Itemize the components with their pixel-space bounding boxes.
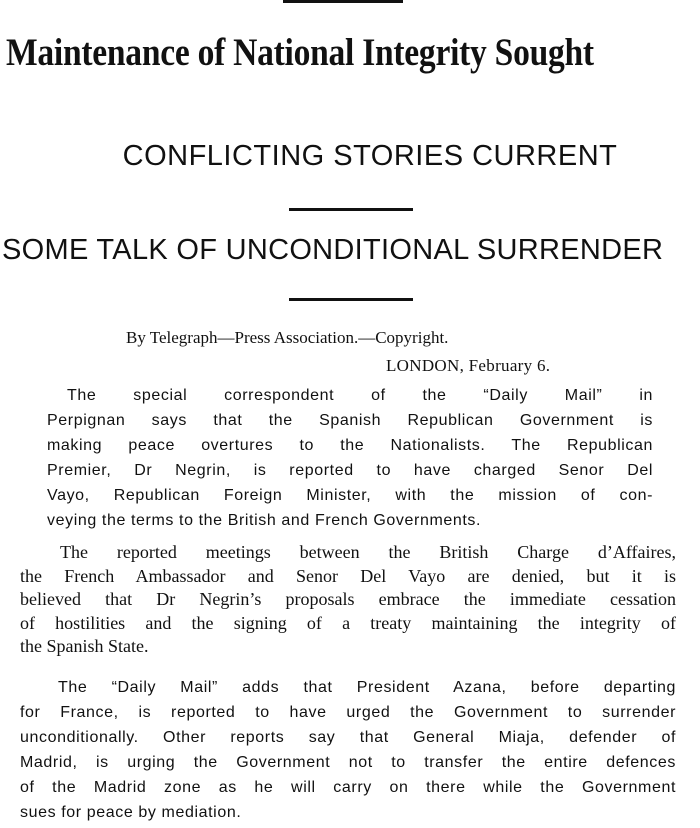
paragraph-2-line: the Spanish State. bbox=[20, 636, 149, 656]
paragraph-3-line: sues for peace by mediation. bbox=[20, 804, 242, 821]
subheadline-unconditional-surrender: SOME TALK OF UNCONDITIONAL SURRENDER bbox=[2, 234, 664, 266]
top-rule bbox=[283, 0, 403, 3]
paragraph-3-line: Madrid, is urging the Government not to transfer the entire defences bbox=[20, 754, 676, 771]
rule-after-subheadline-1 bbox=[289, 208, 413, 211]
paragraph-2-line: the French Ambassador and Senor Del Vayo are denied, but it is bbox=[20, 565, 676, 586]
paragraph-2 bbox=[20, 541, 676, 659]
paragraph-2-line: of hostilities and the signing of a treaty maintaining the integrity of bbox=[20, 612, 676, 633]
paragraph-1-line: Perpignan says that the Spanish Republican Government is bbox=[47, 412, 653, 429]
paragraph-1 bbox=[47, 383, 653, 533]
paragraph-2-line: The reported meetings between the British Charge d’Affaires, bbox=[60, 542, 676, 562]
paragraph-1-line: Vayo, Republican Foreign Minister, with the mission of con- bbox=[47, 487, 653, 504]
paragraph-3 bbox=[20, 675, 676, 825]
byline: By Telegraph—Press Association.—Copyright. bbox=[126, 328, 449, 347]
paragraph-1-line: making peace overtures to the Nationalists. The Republican bbox=[47, 437, 653, 454]
paragraph-1-line: The special correspondent of the “Daily Mail” in bbox=[67, 387, 653, 404]
rule-after-subheadline-2 bbox=[289, 298, 413, 301]
paragraph-3-line: The “Daily Mail” adds that President Azana, before departing bbox=[58, 679, 676, 696]
paragraph-1-line: veying the terms to the British and French Governments. bbox=[47, 512, 482, 529]
paragraph-3-line: of the Madrid zone as he will carry on there while the Government bbox=[20, 779, 676, 796]
paragraph-2-line: believed that Dr Negrin’s proposals embrace the immediate cessation bbox=[20, 589, 676, 609]
paragraph-1-line: Premier, Dr Negrin, is reported to have charged Senor Del bbox=[47, 462, 653, 479]
headline: Maintenance of National Integrity Sought bbox=[6, 31, 594, 74]
dateline: LONDON, February 6. bbox=[386, 356, 551, 375]
subheadline-conflicting-stories: CONFLICTING STORIES CURRENT bbox=[122, 140, 618, 172]
paragraph-3-line: for France, is reported to have urged the Government to surrender bbox=[20, 704, 676, 721]
paragraph-3-line: unconditionally. Other reports say that General Miaja, defender of bbox=[20, 729, 676, 746]
